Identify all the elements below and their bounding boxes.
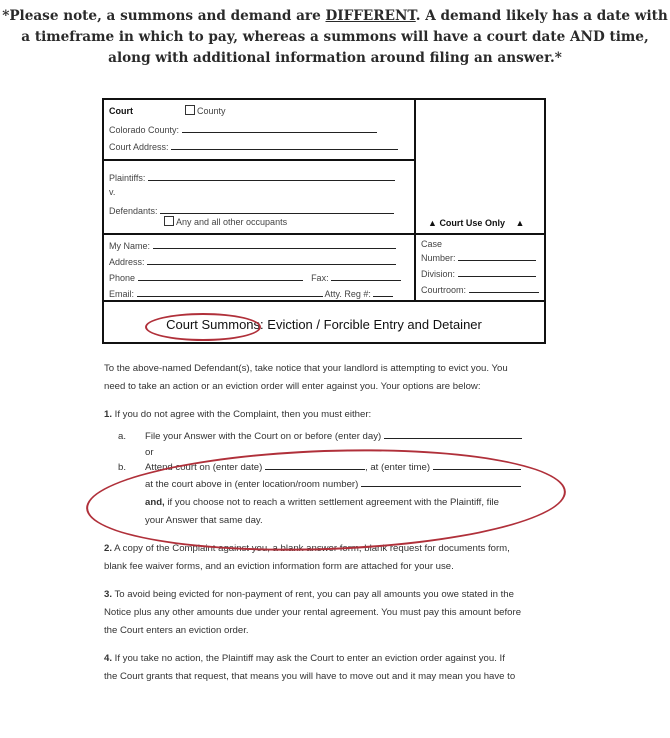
case-cell: Case Number: Division: Courtroom:	[416, 235, 544, 302]
arrow-up-icon: ▲	[515, 218, 525, 228]
checkbox-icon	[164, 216, 174, 226]
annotation-circle-title	[145, 313, 261, 341]
form-title: Court Summons: Eviction / Forcible Entry and Detainer	[166, 317, 482, 332]
arrow-up-icon: ▲	[428, 218, 437, 228]
summons-form-image	[102, 98, 546, 344]
parties-cell: Plaintiffs: v. Defendants: Any and all other occupants	[104, 161, 416, 235]
emphasis: DIFFERENT	[325, 8, 416, 24]
summons-body: To the above-named Defendant(s), take notice that your landlord is attempting to evict you. You need to take an action or an eviction order will enter against you. Your options are below: 1. If you do not agree with the Complaint, then you must either: a. File your Answer with the Court on or before (enter day) or b. Attend court on (enter date) , at (enter time) at the court above in (enter location/room number) and, if you choose not to reach a written settlement agreement with the Plaintiff, file your Answer that same day. 2. A copy of the Complaint against you, a blank answer form, blank request for documents form, blank fee waiver forms, and an eviction information form are attached for your use. 3. To avoid being evicted for non-payment of rent, you can pay all amounts you owe stated in the Notice plus any other amounts due under your rental agreement. You must pay this amount before the Court enters an eviction order. 4. If you take no action, the Plaintiff may ask the Court to enter an eviction order against you. If the Court grants that request, that means you will have to move out and it may mean you have to	[104, 363, 522, 682]
court-use-cell: ▲ Court Use Only ▲	[416, 100, 544, 235]
filer-cell: My Name: Address: Phone Fax: Email: Atty. Reg #:	[104, 235, 416, 302]
checkbox-icon	[185, 105, 195, 115]
note-banner: *Please note, a summons and demand are DIFFERENT. A demand likely has a date with a timeframe in which to pay, whereas a summons will have a court date AND time, along with additional information around filing an answer.*	[2, 8, 668, 66]
court-cell: Court County Colorado County: Court Address:	[104, 100, 416, 161]
